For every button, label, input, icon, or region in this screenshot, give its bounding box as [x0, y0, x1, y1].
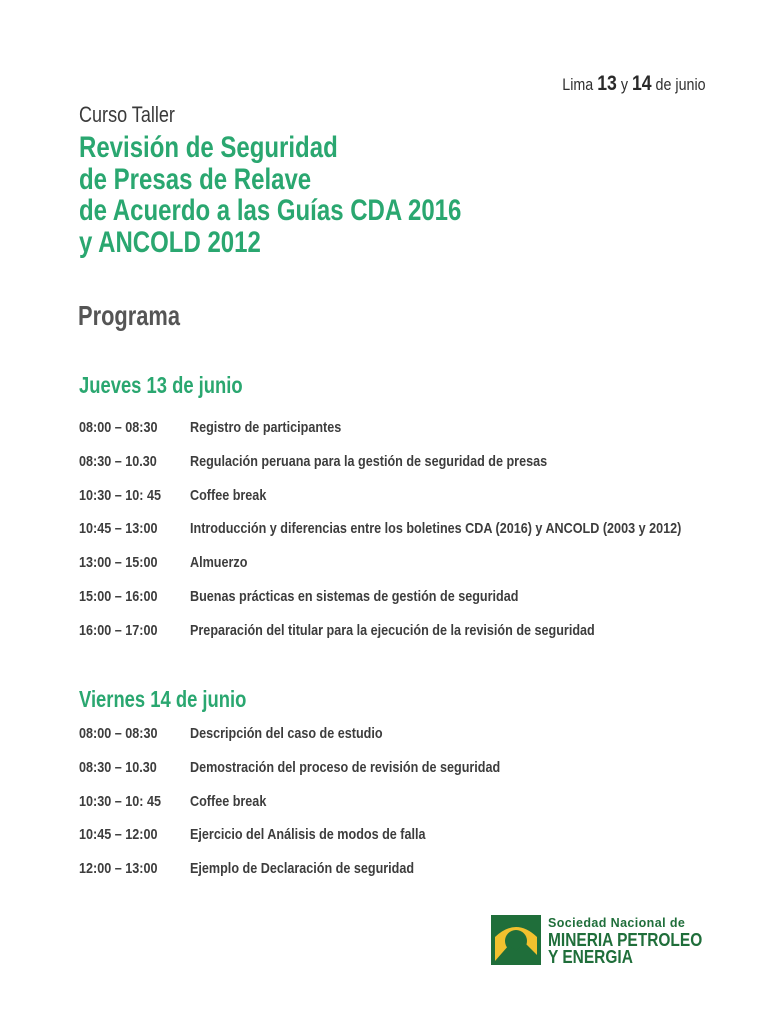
course-title: [79, 132, 557, 258]
schedule-time: 13:00 – 15:00: [79, 554, 158, 572]
schedule-list: [79, 725, 719, 894]
event-date: [563, 72, 706, 96]
schedule-row: [79, 453, 719, 487]
day-heading: [79, 686, 288, 713]
organization-name-line: Sociedad Nacional de: [548, 916, 686, 930]
schedule-activity: Descripción del caso de estudio: [190, 725, 383, 742]
program-heading-text: Programa: [78, 300, 180, 331]
organization-logo: [491, 915, 715, 967]
schedule-activity: Coffee break: [190, 792, 267, 810]
schedule-activity: Ejemplo de Declaración de seguridad: [190, 860, 415, 878]
schedule-row: [79, 826, 719, 860]
course-type: [79, 102, 196, 128]
schedule-row: [79, 725, 719, 759]
course-title-line: y ANCOLD 2012: [79, 225, 261, 259]
schedule-row: [79, 487, 719, 521]
schedule-activity: Coffee break: [190, 486, 267, 504]
schedule-time: 08:30 – 10.30: [79, 758, 157, 776]
schedule-activity: Introducción y diferencias entre los boletines CDA (2016) y ANCOLD (2003 y 2012): [190, 520, 682, 538]
schedule-activity: Registro de participantes: [190, 419, 342, 436]
schedule-time: 15:00 – 16:00: [79, 587, 158, 605]
schedule-time: 08:00 – 08:30: [79, 419, 158, 436]
day-heading: [79, 372, 284, 399]
schedule-row: [79, 520, 719, 554]
course-title-line: Revisión de Seguridad: [79, 131, 338, 164]
schedule-list: [79, 419, 719, 656]
schedule-activity: Almuerzo: [190, 554, 248, 572]
schedule-time: 16:00 – 17:00: [79, 621, 158, 639]
schedule-time: 10:30 – 10: 45: [79, 486, 161, 504]
schedule-activity: Preparación del titular para la ejecución de la revisión de seguridad: [190, 621, 595, 639]
schedule-activity: Buenas prácticas en sistemas de gestión de seguridad: [190, 587, 519, 605]
event-month: de junio: [655, 75, 706, 94]
schedule-row: [79, 793, 719, 827]
organization-name-line: Y ENERGIA: [548, 947, 633, 967]
organization-name-line: MINERIA PETROLEO: [548, 930, 703, 950]
schedule-time: 12:00 – 13:00: [79, 860, 158, 878]
day-heading-text: Jueves 13 de junio: [79, 372, 243, 398]
schedule-activity: Demostración del proceso de revisión de seguridad: [190, 758, 501, 776]
event-date-connector: y: [621, 75, 629, 94]
schedule-time: 10:45 – 13:00: [79, 520, 158, 538]
schedule-row: [79, 622, 719, 656]
event-day-1: 13: [597, 72, 618, 95]
course-type-text: Curso Taller: [79, 102, 175, 127]
event-day-2: 14: [632, 72, 652, 95]
course-title-line: de Acuerdo a las Guías CDA 2016: [79, 194, 462, 227]
event-city: Lima: [562, 75, 594, 94]
schedule-time: 08:30 – 10.30: [79, 452, 157, 470]
schedule-time: 08:00 – 08:30: [79, 725, 158, 742]
schedule-row: [79, 554, 719, 588]
schedule-time: 10:30 – 10: 45: [79, 792, 161, 810]
course-title-line: de Presas de Relave: [79, 162, 312, 196]
schedule-activity: Regulación peruana para la gestión de seguridad de presas: [190, 452, 548, 470]
schedule-row: [79, 588, 719, 622]
schedule-row: [79, 860, 719, 894]
schedule-activity: Ejercicio del Análisis de modos de falla: [190, 826, 426, 844]
day-heading-text: Viernes 14 de junio: [79, 686, 247, 712]
mountain-sun-icon: [491, 915, 541, 965]
schedule-row: [79, 759, 719, 793]
program-heading: [78, 300, 209, 332]
schedule-time: 10:45 – 12:00: [79, 826, 158, 844]
schedule-row: [79, 419, 719, 453]
